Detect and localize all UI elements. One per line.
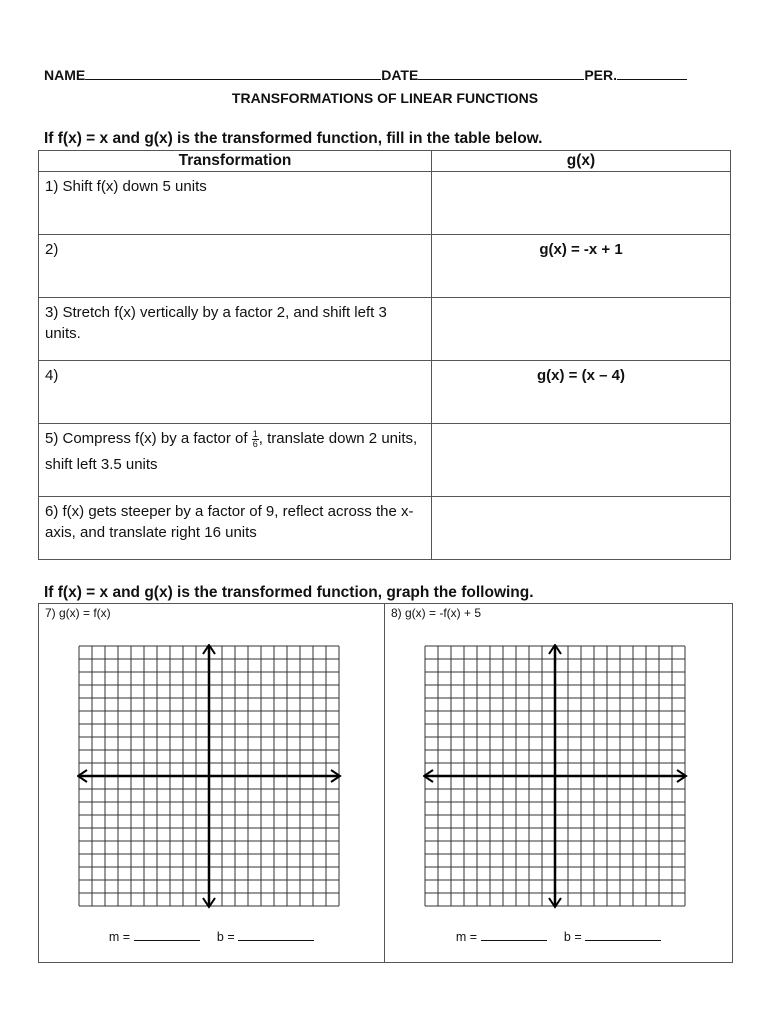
fraction-one-sixth bbox=[252, 430, 259, 449]
transformation-5-before: 5) Compress f(x) by a factor of bbox=[45, 430, 252, 447]
graph-8-m-blank[interactable] bbox=[481, 930, 547, 941]
gx-cell-3[interactable] bbox=[432, 298, 731, 361]
table-row bbox=[39, 172, 731, 235]
graph-7-answers bbox=[39, 930, 384, 944]
transformation-cell-1: 1) Shift f(x) down 5 units bbox=[39, 172, 432, 235]
table-row bbox=[39, 497, 731, 560]
gx-cell-4: g(x) = (x – 4) bbox=[432, 361, 731, 424]
transformation-cell-5 bbox=[39, 424, 432, 497]
date-label: DATE bbox=[381, 67, 419, 83]
transformation-cell-3: 3) Stretch f(x) vertically by a factor 2, and shift left 3 units. bbox=[39, 298, 432, 361]
period-blank[interactable] bbox=[617, 67, 687, 80]
date-blank[interactable] bbox=[418, 67, 584, 80]
transformation-cell-4[interactable]: 4) bbox=[39, 361, 432, 424]
gx-cell-2: g(x) = -x + 1 bbox=[432, 235, 731, 298]
graph-8-b-label: b = bbox=[563, 930, 586, 944]
table-header-row bbox=[39, 151, 731, 172]
table-section-heading: If f(x) = x and g(x) is the transformed function, fill in the table below. bbox=[44, 130, 543, 147]
fraction-denominator: 6 bbox=[252, 438, 258, 449]
header-fields bbox=[44, 67, 714, 83]
graph-7-label: 7) g(x) = f(x) bbox=[45, 606, 111, 620]
graph-panel-8 bbox=[384, 603, 733, 963]
fraction-numerator: 1 bbox=[252, 428, 258, 439]
graph-8-label: 8) g(x) = -f(x) + 5 bbox=[391, 606, 482, 620]
transformation-cell-2[interactable]: 2) bbox=[39, 235, 432, 298]
transformation-cell-6: 6) f(x) gets steeper by a factor of 9, reflect across the x-axis, and translate right 16 units bbox=[39, 497, 432, 560]
gx-cell-6[interactable] bbox=[432, 497, 731, 560]
column-header-gx: g(x) bbox=[432, 151, 731, 172]
graph-7-m-blank[interactable] bbox=[134, 930, 200, 941]
column-header-transformation: Transformation bbox=[39, 151, 432, 172]
name-blank[interactable] bbox=[85, 67, 381, 80]
table-row bbox=[39, 361, 731, 424]
table-row bbox=[39, 424, 731, 497]
graph-8-m-label: m = bbox=[455, 930, 481, 944]
coordinate-grid-8[interactable] bbox=[423, 644, 695, 926]
graph-8-answers bbox=[385, 930, 732, 944]
graph-7-b-label: b = bbox=[216, 930, 239, 944]
gx-cell-1[interactable] bbox=[432, 172, 731, 235]
table-row bbox=[39, 235, 731, 298]
table-row bbox=[39, 298, 731, 361]
graph-section-heading: If f(x) = x and g(x) is the transformed function, graph the following. bbox=[44, 584, 534, 601]
graph-7-m-label: m = bbox=[108, 930, 134, 944]
graph-8-b-blank[interactable] bbox=[585, 930, 661, 941]
graph-panel-7 bbox=[38, 603, 385, 963]
page-title: TRANSFORMATIONS OF LINEAR FUNCTIONS bbox=[231, 90, 539, 106]
transformation-5-after: , translate down 2 units, shift left 3.5 units bbox=[45, 430, 418, 473]
gx-cell-5[interactable] bbox=[432, 424, 731, 497]
coordinate-grid-7[interactable] bbox=[77, 644, 349, 926]
name-label: NAME bbox=[44, 67, 86, 83]
period-label: PER. bbox=[584, 67, 617, 83]
transformations-table bbox=[38, 150, 731, 560]
graph-7-b-blank[interactable] bbox=[238, 930, 314, 941]
